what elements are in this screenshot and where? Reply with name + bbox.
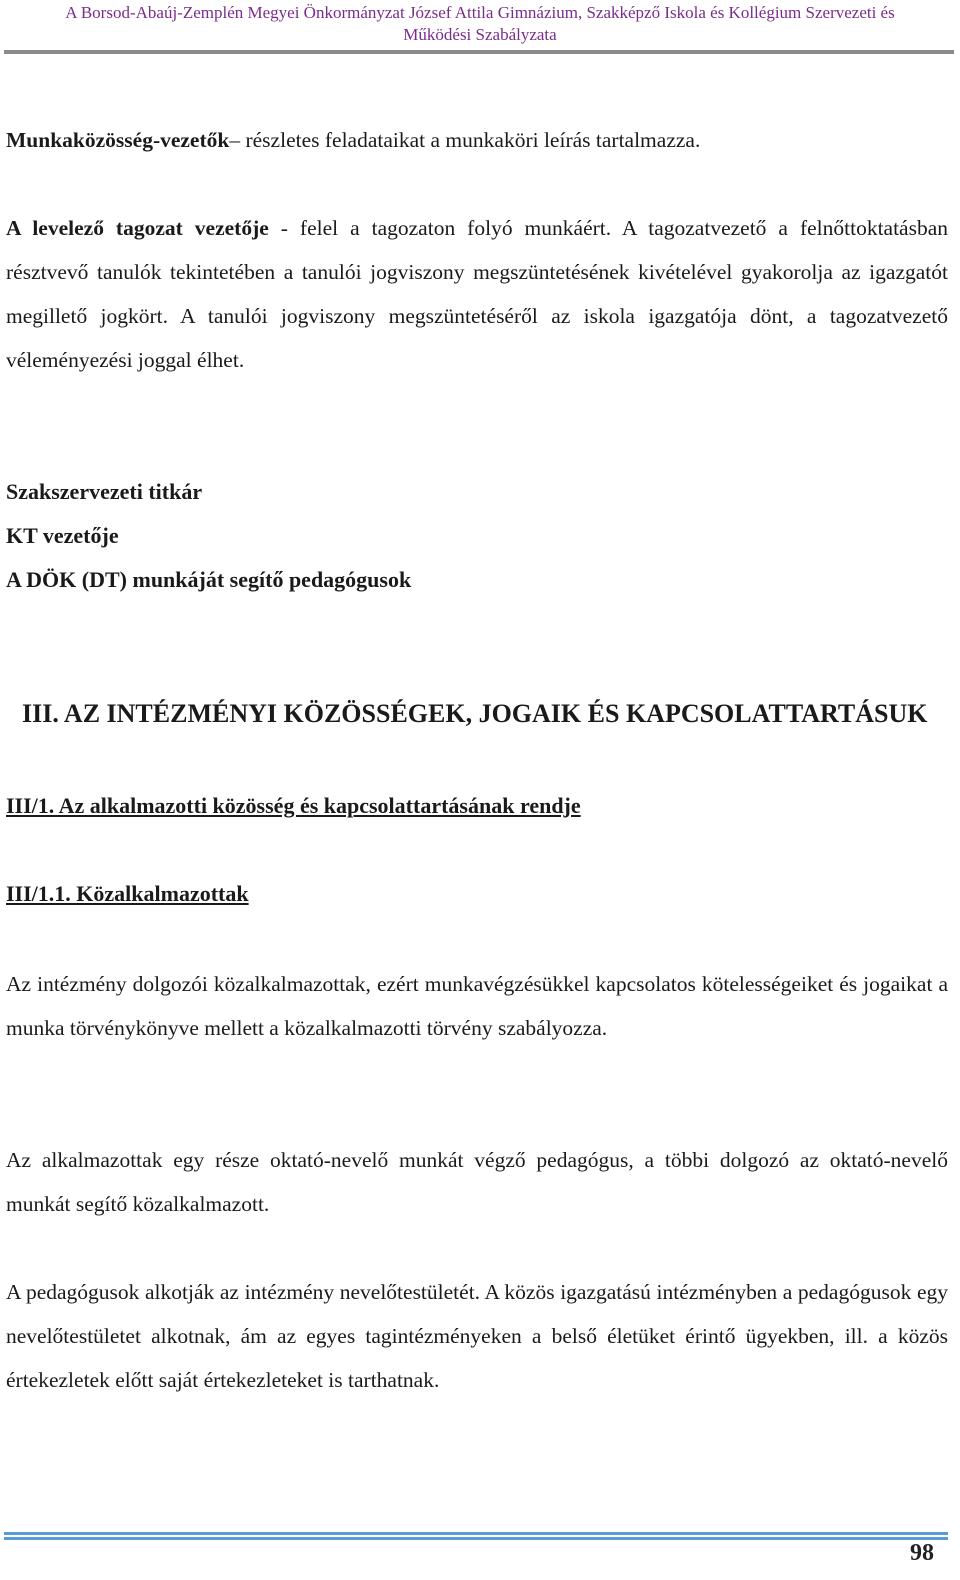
subsubsection-title: III/1.1. Közalkalmazottak — [6, 881, 249, 906]
section-title: III. AZ INTÉZMÉNYI KÖZÖSSÉGEK, JOGAIK ÉS KAPCSOLATTARTÁSUK — [22, 699, 928, 728]
header-line-2: Működési Szabályzata — [403, 25, 557, 44]
paragraph-levelezo-tagozat — [6, 206, 948, 382]
paragraph-text: - felel a tagozaton folyó munkáért. A tagozatvezető a felnőttoktatásban résztvevő tanulók tekintetében a tanulói jogviszony megszüntetésének kivételével gyakorolja az igazgatót megillető jogkört. A tanulói jogviszony megszüntetéséről az iskola igazgatója dönt, a tagozatvezető véleményezési joggal élhet. — [6, 216, 949, 372]
paragraph-lead: Munkaközösség-vezetők — [6, 128, 230, 152]
footer-divider — [4, 1532, 948, 1535]
footer-divider-secondary — [4, 1537, 948, 1540]
role-item: A DÖK (DT) munkáját segítő pedagógusok — [6, 567, 412, 592]
paragraph-munkakozosseg — [6, 118, 948, 162]
paragraph-pedagogusok: A pedagógusok alkotják az intézmény nevelőtestületét. A közös igazgatású intézményben a pedagógusok egy nevelőtestületet alkotnak, ám az egyes tagintézményeken a belső életüket érintő ügyekben, ill. a közös értekezletek előtt saját értekezleteket is tarthatnak. — [6, 1280, 948, 1392]
role-item: Szakszervezeti titkár — [6, 479, 203, 504]
header-divider — [4, 50, 954, 54]
header-line-1: A Borsod-Abaúj-Zemplén Megyei Önkormányzat József Attila Gimnázium, Szakképző Iskola és Kollégium Szervezeti és — [65, 3, 895, 22]
role-list — [6, 470, 948, 602]
paragraph-text: – részletes feladataikat a munkaköri leírás tartalmazza. — [229, 128, 701, 152]
paragraph-alkalmazottak: Az alkalmazottak egy része oktató-nevelő munkát végző pedagógus, a többi dolgozó az oktató-nevelő munkát segítő közalkalmazott. — [6, 1148, 948, 1216]
document-header — [0, 2, 960, 46]
subsection-title: III/1. Az alkalmazotti közösség és kapcsolattartásának rendje — [6, 793, 581, 818]
paragraph-kozalkalmazottak: Az intézmény dolgozói közalkalmazottak, ezért munkavégzésükkel kapcsolatos kötelességeiket és jogaikat a munka törvénykönyve mellett a közalkalmazotti törvény szabályozza. — [6, 972, 948, 1040]
page-number: 98 — [910, 1540, 934, 1566]
paragraph-lead: A levelező tagozat vezetője — [6, 216, 269, 240]
role-item: KT vezetője — [6, 523, 119, 548]
